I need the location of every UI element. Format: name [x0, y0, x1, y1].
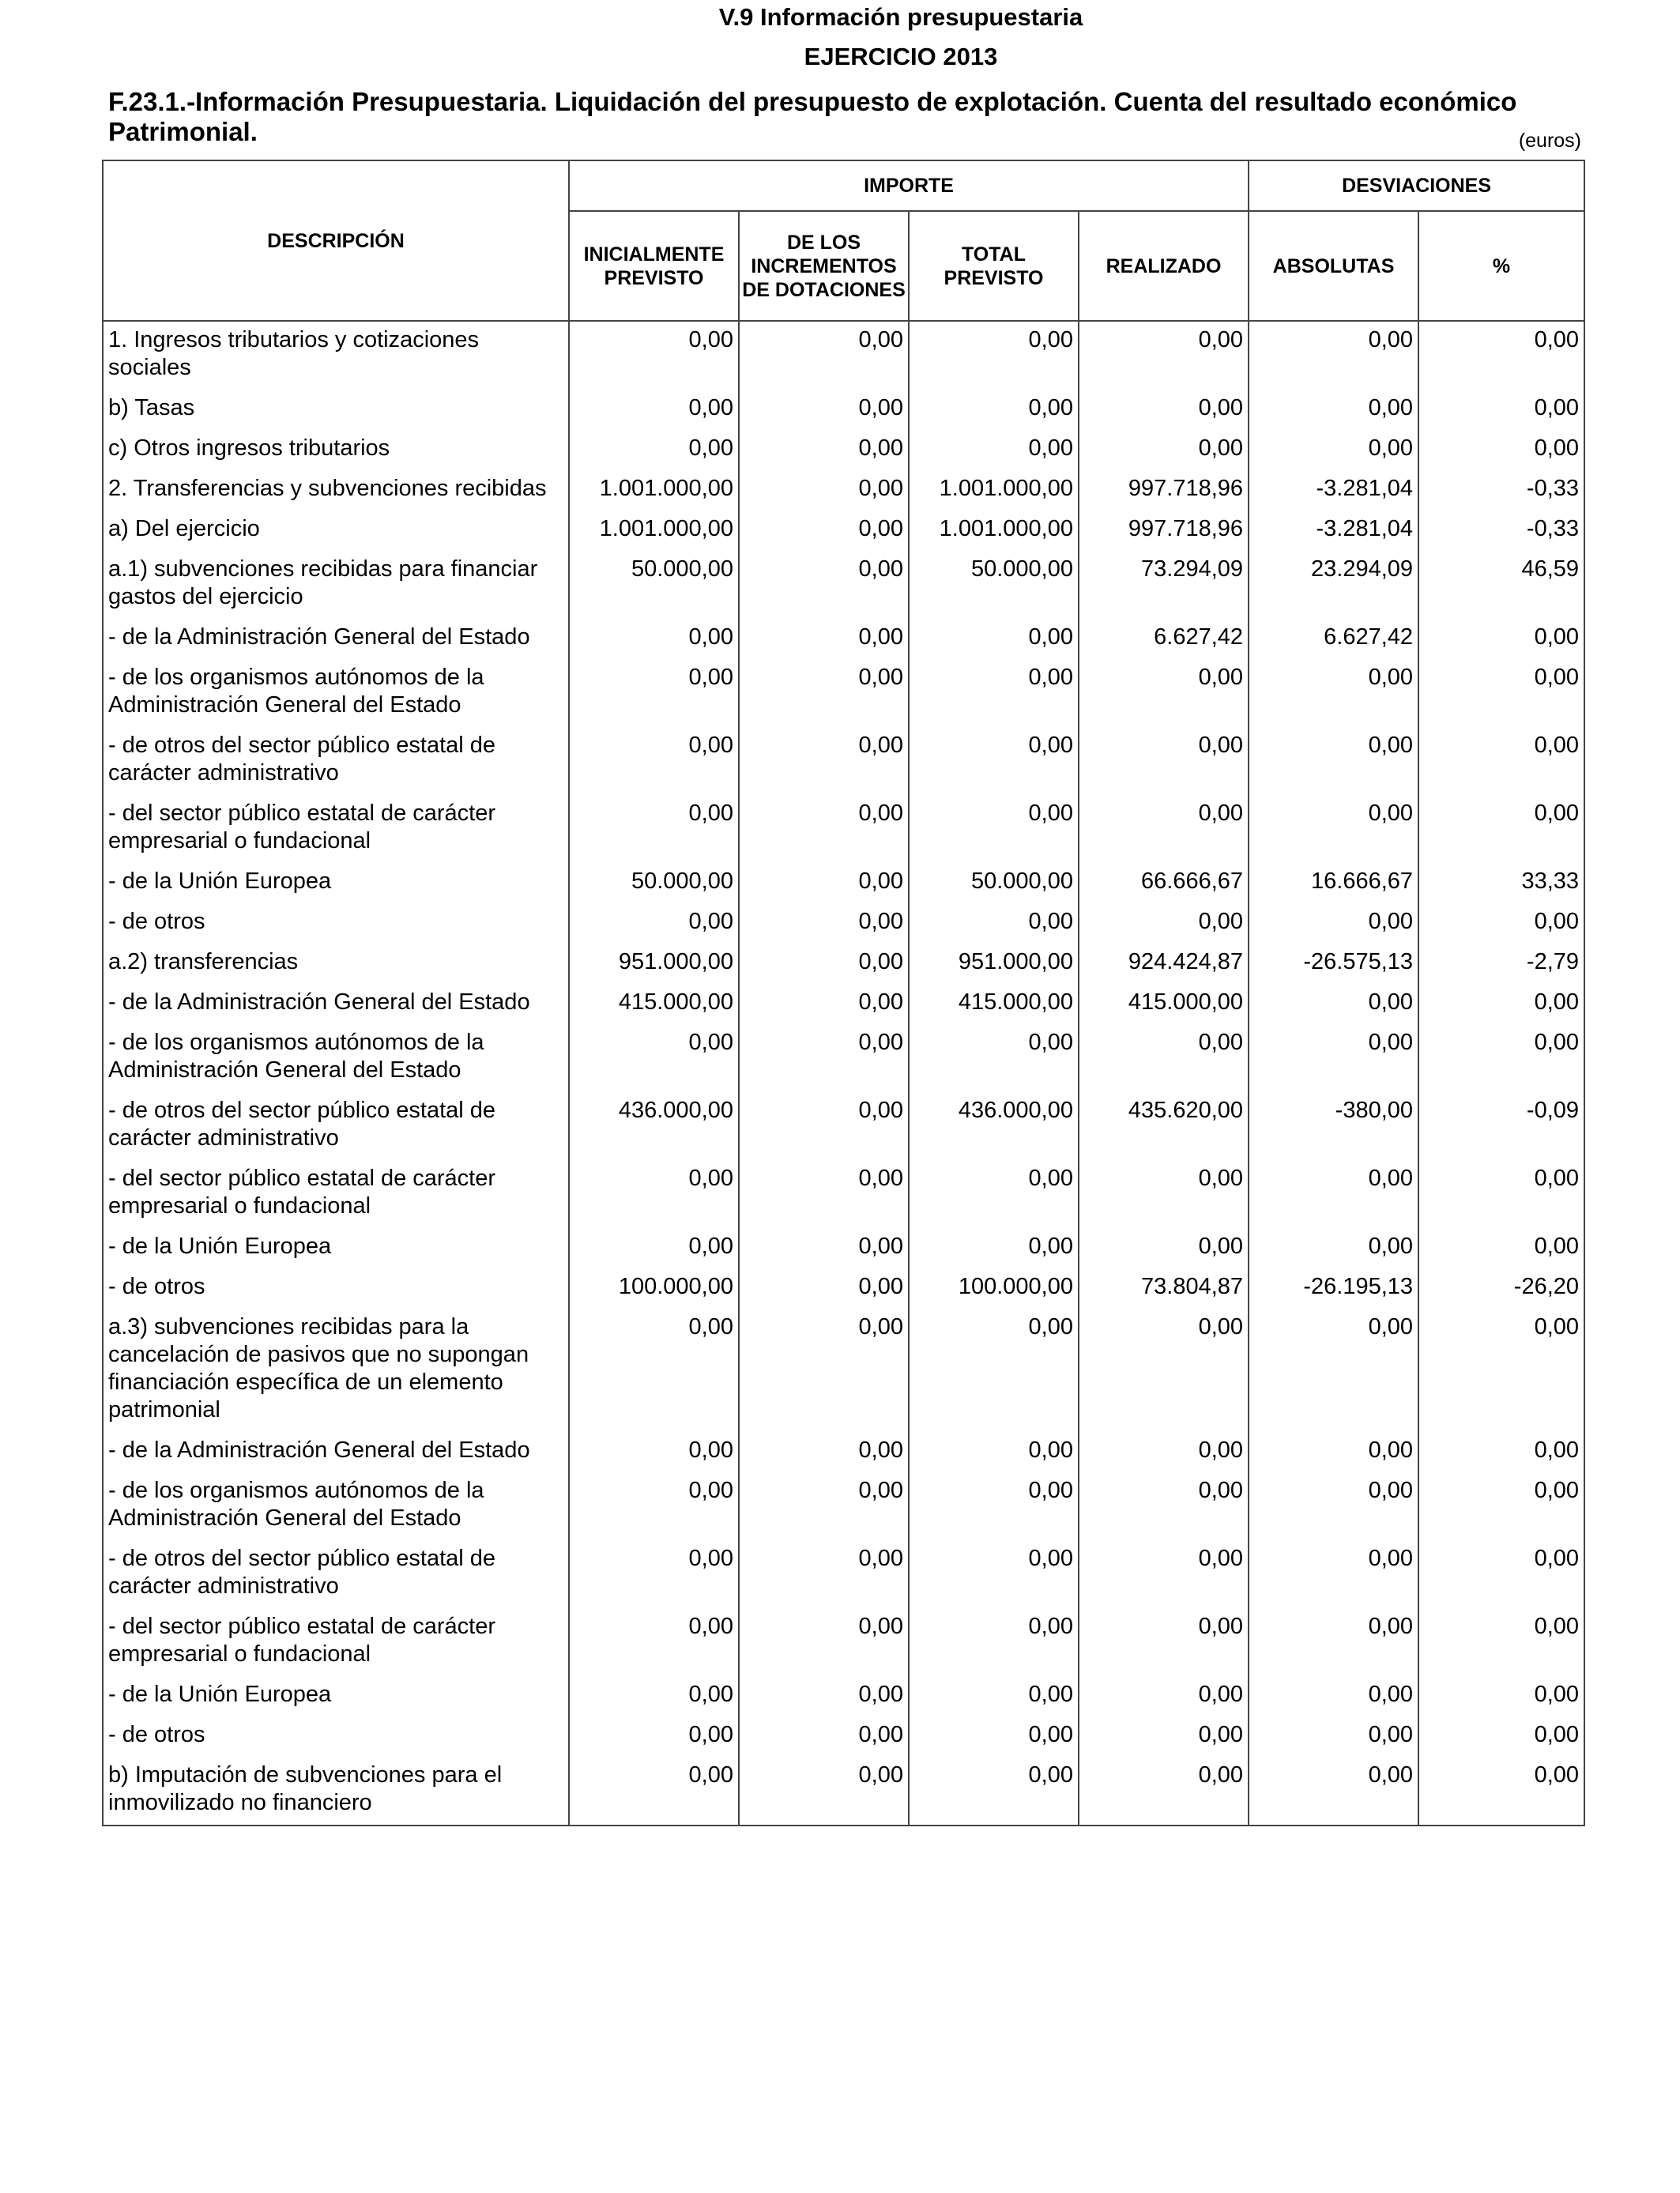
cell-absolutas: 23.294,09: [1249, 551, 1418, 619]
cell-total-previsto: 0,00: [909, 903, 1079, 944]
cell-inicialmente-previsto: 0,00: [569, 1540, 739, 1608]
cell-absolutas: -3.281,04: [1249, 470, 1418, 511]
table-row: [103, 1540, 1584, 1608]
cell-total-previsto: 0,00: [909, 1716, 1079, 1757]
cell-total-previsto: 0,00: [909, 430, 1079, 470]
exercise-year: EJERCICIO 2013: [804, 43, 998, 70]
cell-total-previsto: 436.000,00: [909, 1092, 1079, 1160]
row-description: - de la Administración General del Estado: [103, 1432, 569, 1472]
cell-total-previsto: 50.000,00: [909, 551, 1079, 619]
table-row: [103, 390, 1584, 430]
cell-total-previsto: 1.001.000,00: [909, 470, 1079, 511]
cell-total-previsto: 0,00: [909, 321, 1079, 390]
cell-porcentaje: 0,00: [1418, 390, 1584, 430]
cell-porcentaje: -26,20: [1418, 1268, 1584, 1309]
cell-total-previsto: 0,00: [909, 390, 1079, 430]
cell-porcentaje: 0,00: [1418, 1757, 1584, 1826]
cell-absolutas: 0,00: [1249, 903, 1418, 944]
row-description: a.1) subvenciones recibidas para financiar gastos del ejercicio: [103, 551, 569, 619]
currency-unit: (euros): [1518, 130, 1581, 152]
cell-porcentaje: 0,00: [1418, 1608, 1584, 1676]
cell-realizado: 0,00: [1079, 1228, 1249, 1268]
row-description: 2. Transferencias y subvenciones recibidas: [103, 470, 569, 511]
cell-realizado: 415.000,00: [1079, 984, 1249, 1024]
cell-absolutas: 0,00: [1249, 984, 1418, 1024]
table-row: [103, 430, 1584, 470]
row-description: - de los organismos autónomos de la Administración General del Estado: [103, 659, 569, 727]
cell-inicialmente-previsto: 0,00: [569, 619, 739, 659]
row-description: - de otros del sector público estatal de carácter administrativo: [103, 1092, 569, 1160]
cell-incrementos: 0,00: [739, 430, 909, 470]
cell-realizado: 0,00: [1079, 659, 1249, 727]
cell-total-previsto: 0,00: [909, 1228, 1079, 1268]
cell-porcentaje: 0,00: [1418, 795, 1584, 863]
cell-absolutas: 0,00: [1249, 1676, 1418, 1716]
cell-incrementos: 0,00: [739, 795, 909, 863]
row-description: 1. Ingresos tributarios y cotizaciones sociales: [103, 321, 569, 390]
header-importe: IMPORTE: [569, 160, 1249, 211]
cell-absolutas: 0,00: [1249, 1228, 1418, 1268]
cell-incrementos: 0,00: [739, 551, 909, 619]
cell-inicialmente-previsto: 951.000,00: [569, 944, 739, 984]
row-description: - de otros: [103, 903, 569, 944]
cell-total-previsto: 0,00: [909, 1472, 1079, 1540]
cell-inicialmente-previsto: 0,00: [569, 1228, 739, 1268]
cell-absolutas: 0,00: [1249, 1540, 1418, 1608]
table-row: [103, 659, 1584, 727]
table-row: [103, 727, 1584, 795]
cell-porcentaje: -0,09: [1418, 1092, 1584, 1160]
header-desviaciones: DESVIACIONES: [1249, 160, 1584, 211]
table-row: [103, 1716, 1584, 1757]
cell-inicialmente-previsto: 50.000,00: [569, 551, 739, 619]
cell-realizado: 0,00: [1079, 1540, 1249, 1608]
cell-porcentaje: 0,00: [1418, 430, 1584, 470]
cell-inicialmente-previsto: 415.000,00: [569, 984, 739, 1024]
row-description: b) Tasas: [103, 390, 569, 430]
cell-porcentaje: 0,00: [1418, 1309, 1584, 1432]
table-row: [103, 903, 1584, 944]
cell-realizado: 0,00: [1079, 1160, 1249, 1228]
row-description: a.2) transferencias: [103, 944, 569, 984]
cell-inicialmente-previsto: 1.001.000,00: [569, 470, 739, 511]
table-row: [103, 1092, 1584, 1160]
header-descripcion: DESCRIPCIÓN: [103, 160, 569, 321]
cell-absolutas: 0,00: [1249, 1716, 1418, 1757]
cell-absolutas: 16.666,67: [1249, 863, 1418, 903]
cell-absolutas: 0,00: [1249, 430, 1418, 470]
cell-absolutas: 0,00: [1249, 1757, 1418, 1826]
cell-incrementos: 0,00: [739, 511, 909, 551]
cell-incrementos: 0,00: [739, 470, 909, 511]
cell-porcentaje: 0,00: [1418, 321, 1584, 390]
cell-porcentaje: -0,33: [1418, 511, 1584, 551]
cell-incrementos: 0,00: [739, 1716, 909, 1757]
cell-absolutas: -26.575,13: [1249, 944, 1418, 984]
cell-absolutas: -380,00: [1249, 1092, 1418, 1160]
cell-total-previsto: 100.000,00: [909, 1268, 1079, 1309]
cell-realizado: 66.666,67: [1079, 863, 1249, 903]
cell-incrementos: 0,00: [739, 619, 909, 659]
cell-porcentaje: -2,79: [1418, 944, 1584, 984]
cell-porcentaje: 0,00: [1418, 903, 1584, 944]
cell-total-previsto: 0,00: [909, 619, 1079, 659]
cell-incrementos: 0,00: [739, 1092, 909, 1160]
cell-realizado: 0,00: [1079, 1757, 1249, 1826]
row-description: - de los organismos autónomos de la Administración General del Estado: [103, 1024, 569, 1092]
row-description: b) Imputación de subvenciones para el inmovilizado no financiero: [103, 1757, 569, 1826]
table-row: [103, 321, 1584, 390]
row-description: - de otros del sector público estatal de carácter administrativo: [103, 1540, 569, 1608]
table-row: [103, 1608, 1584, 1676]
table-row: [103, 1432, 1584, 1472]
cell-absolutas: 0,00: [1249, 321, 1418, 390]
cell-incrementos: 0,00: [739, 1540, 909, 1608]
row-description: c) Otros ingresos tributarios: [103, 430, 569, 470]
table-row: [103, 1268, 1584, 1309]
row-description: - del sector público estatal de carácter empresarial o fundacional: [103, 1160, 569, 1228]
cell-realizado: 924.424,87: [1079, 944, 1249, 984]
cell-incrementos: 0,00: [739, 659, 909, 727]
row-description: - de la Unión Europea: [103, 1228, 569, 1268]
table-body: [103, 321, 1584, 1826]
cell-incrementos: 0,00: [739, 1309, 909, 1432]
cell-inicialmente-previsto: 0,00: [569, 430, 739, 470]
report-title: F.23.1.-Información Presupuestaria. Liquidación del presupuesto de explotación. Cuenta del resultado económico Patrimonial.: [108, 87, 1517, 146]
cell-inicialmente-previsto: 0,00: [569, 659, 739, 727]
cell-total-previsto: 0,00: [909, 1540, 1079, 1608]
cell-porcentaje: 0,00: [1418, 1472, 1584, 1540]
cell-realizado: 73.804,87: [1079, 1268, 1249, 1309]
cell-total-previsto: 0,00: [909, 1757, 1079, 1826]
cell-total-previsto: 415.000,00: [909, 984, 1079, 1024]
table-row: [103, 1309, 1584, 1432]
cell-absolutas: -26.195,13: [1249, 1268, 1418, 1309]
cell-inicialmente-previsto: 0,00: [569, 1608, 739, 1676]
table-row: [103, 1228, 1584, 1268]
cell-incrementos: 0,00: [739, 321, 909, 390]
cell-absolutas: 0,00: [1249, 1309, 1418, 1432]
cell-absolutas: 0,00: [1249, 795, 1418, 863]
row-description: - del sector público estatal de carácter empresarial o fundacional: [103, 795, 569, 863]
cell-inicialmente-previsto: 0,00: [569, 903, 739, 944]
header-realizado: REALIZADO: [1079, 211, 1249, 321]
cell-absolutas: 0,00: [1249, 1432, 1418, 1472]
cell-absolutas: 0,00: [1249, 659, 1418, 727]
cell-inicialmente-previsto: 0,00: [569, 1024, 739, 1092]
cell-realizado: 0,00: [1079, 1432, 1249, 1472]
cell-porcentaje: 0,00: [1418, 1432, 1584, 1472]
cell-inicialmente-previsto: 0,00: [569, 795, 739, 863]
table-row: [103, 511, 1584, 551]
cell-realizado: 0,00: [1079, 727, 1249, 795]
cell-incrementos: 0,00: [739, 1160, 909, 1228]
cell-realizado: 0,00: [1079, 1676, 1249, 1716]
cell-inicialmente-previsto: 0,00: [569, 1432, 739, 1472]
cell-total-previsto: 50.000,00: [909, 863, 1079, 903]
row-description: a) Del ejercicio: [103, 511, 569, 551]
table-row: [103, 1472, 1584, 1540]
header-porcentaje: %: [1418, 211, 1584, 321]
cell-incrementos: 0,00: [739, 984, 909, 1024]
row-description: - de otros del sector público estatal de carácter administrativo: [103, 727, 569, 795]
cell-inicialmente-previsto: 0,00: [569, 727, 739, 795]
cell-realizado: 0,00: [1079, 1716, 1249, 1757]
cell-inicialmente-previsto: 50.000,00: [569, 863, 739, 903]
cell-incrementos: 0,00: [739, 727, 909, 795]
row-description: - de la Unión Europea: [103, 863, 569, 903]
cell-total-previsto: 0,00: [909, 1676, 1079, 1716]
cell-realizado: 0,00: [1079, 1309, 1249, 1432]
table-row: [103, 795, 1584, 863]
header-incrementos-dotaciones: DE LOS INCREMENTOS DE DOTACIONES: [739, 211, 909, 321]
cell-incrementos: 0,00: [739, 1268, 909, 1309]
cell-incrementos: 0,00: [739, 863, 909, 903]
cell-porcentaje: 0,00: [1418, 984, 1584, 1024]
cell-absolutas: 0,00: [1249, 1472, 1418, 1540]
cell-realizado: 0,00: [1079, 430, 1249, 470]
cell-inicialmente-previsto: 0,00: [569, 1309, 739, 1432]
cell-absolutas: 0,00: [1249, 1160, 1418, 1228]
cell-total-previsto: 0,00: [909, 1608, 1079, 1676]
cell-realizado: 0,00: [1079, 390, 1249, 430]
cell-porcentaje: 0,00: [1418, 1676, 1584, 1716]
table-row: [103, 1024, 1584, 1092]
cell-inicialmente-previsto: 0,00: [569, 1676, 739, 1716]
cell-incrementos: 0,00: [739, 390, 909, 430]
cell-absolutas: 0,00: [1249, 1608, 1418, 1676]
cell-porcentaje: 0,00: [1418, 1024, 1584, 1092]
cell-inicialmente-previsto: 1.001.000,00: [569, 511, 739, 551]
row-description: - de otros: [103, 1268, 569, 1309]
row-description: a.3) subvenciones recibidas para la cancelación de pasivos que no supongan financiación específica de un elemento patrimonial: [103, 1309, 569, 1432]
cell-total-previsto: 1.001.000,00: [909, 511, 1079, 551]
cell-inicialmente-previsto: 0,00: [569, 1160, 739, 1228]
cell-porcentaje: -0,33: [1418, 470, 1584, 511]
cell-realizado: 0,00: [1079, 1472, 1249, 1540]
cell-realizado: 73.294,09: [1079, 551, 1249, 619]
header-absolutas: ABSOLUTAS: [1249, 211, 1418, 321]
cell-inicialmente-previsto: 0,00: [569, 1472, 739, 1540]
cell-inicialmente-previsto: 0,00: [569, 1716, 739, 1757]
table-row: [103, 470, 1584, 511]
cell-porcentaje: 0,00: [1418, 1716, 1584, 1757]
table-row: [103, 944, 1584, 984]
cell-realizado: 6.627,42: [1079, 619, 1249, 659]
cell-realizado: 0,00: [1079, 1608, 1249, 1676]
row-description: - de los organismos autónomos de la Administración General del Estado: [103, 1472, 569, 1540]
cell-absolutas: 6.627,42: [1249, 619, 1418, 659]
cell-porcentaje: 0,00: [1418, 659, 1584, 727]
table-row: [103, 1757, 1584, 1826]
cell-total-previsto: 0,00: [909, 1309, 1079, 1432]
cell-porcentaje: 0,00: [1418, 1160, 1584, 1228]
cell-absolutas: -3.281,04: [1249, 511, 1418, 551]
cell-incrementos: 0,00: [739, 1432, 909, 1472]
cell-realizado: 0,00: [1079, 1024, 1249, 1092]
cell-incrementos: 0,00: [739, 1024, 909, 1092]
cell-porcentaje: 0,00: [1418, 619, 1584, 659]
cell-realizado: 435.620,00: [1079, 1092, 1249, 1160]
header-total-previsto: TOTAL PREVISTO: [909, 211, 1079, 321]
cell-porcentaje: 46,59: [1418, 551, 1584, 619]
table-row: [103, 984, 1584, 1024]
cell-total-previsto: 0,00: [909, 1024, 1079, 1092]
cell-incrementos: 0,00: [739, 1757, 909, 1826]
cell-absolutas: 0,00: [1249, 727, 1418, 795]
cell-realizado: 997.718,96: [1079, 470, 1249, 511]
cell-incrementos: 0,00: [739, 1228, 909, 1268]
cell-incrementos: 0,00: [739, 903, 909, 944]
row-description: - de la Unión Europea: [103, 1676, 569, 1716]
cell-total-previsto: 0,00: [909, 1160, 1079, 1228]
cell-inicialmente-previsto: 436.000,00: [569, 1092, 739, 1160]
row-description: - del sector público estatal de carácter empresarial o fundacional: [103, 1608, 569, 1676]
cell-inicialmente-previsto: 0,00: [569, 321, 739, 390]
row-description: - de la Administración General del Estado: [103, 619, 569, 659]
row-description: - de otros: [103, 1716, 569, 1757]
cell-total-previsto: 951.000,00: [909, 944, 1079, 984]
cell-realizado: 0,00: [1079, 795, 1249, 863]
cell-total-previsto: 0,00: [909, 727, 1079, 795]
table-row: [103, 619, 1584, 659]
cell-porcentaje: 0,00: [1418, 1540, 1584, 1608]
cell-absolutas: 0,00: [1249, 390, 1418, 430]
cell-incrementos: 0,00: [739, 1608, 909, 1676]
cell-total-previsto: 0,00: [909, 795, 1079, 863]
row-description: - de la Administración General del Estado: [103, 984, 569, 1024]
table-row: [103, 551, 1584, 619]
table-row: [103, 1160, 1584, 1228]
cell-inicialmente-previsto: 0,00: [569, 390, 739, 430]
cell-realizado: 0,00: [1079, 321, 1249, 390]
budget-table: [102, 160, 1585, 1826]
table-row: [103, 863, 1584, 903]
cell-realizado: 997.718,96: [1079, 511, 1249, 551]
cell-porcentaje: 0,00: [1418, 1228, 1584, 1268]
cell-realizado: 0,00: [1079, 903, 1249, 944]
table-row: [103, 1676, 1584, 1716]
cell-total-previsto: 0,00: [909, 1432, 1079, 1472]
cell-absolutas: 0,00: [1249, 1024, 1418, 1092]
cell-incrementos: 0,00: [739, 1676, 909, 1716]
header-inicialmente-previsto: INICIALMENTE PREVISTO: [569, 211, 739, 321]
cell-porcentaje: 33,33: [1418, 863, 1584, 903]
cell-porcentaje: 0,00: [1418, 727, 1584, 795]
cell-incrementos: 0,00: [739, 1472, 909, 1540]
cell-inicialmente-previsto: 0,00: [569, 1757, 739, 1826]
cell-incrementos: 0,00: [739, 944, 909, 984]
cell-inicialmente-previsto: 100.000,00: [569, 1268, 739, 1309]
section-title: V.9 Información presupuestaria: [718, 3, 1083, 31]
cell-total-previsto: 0,00: [909, 659, 1079, 727]
